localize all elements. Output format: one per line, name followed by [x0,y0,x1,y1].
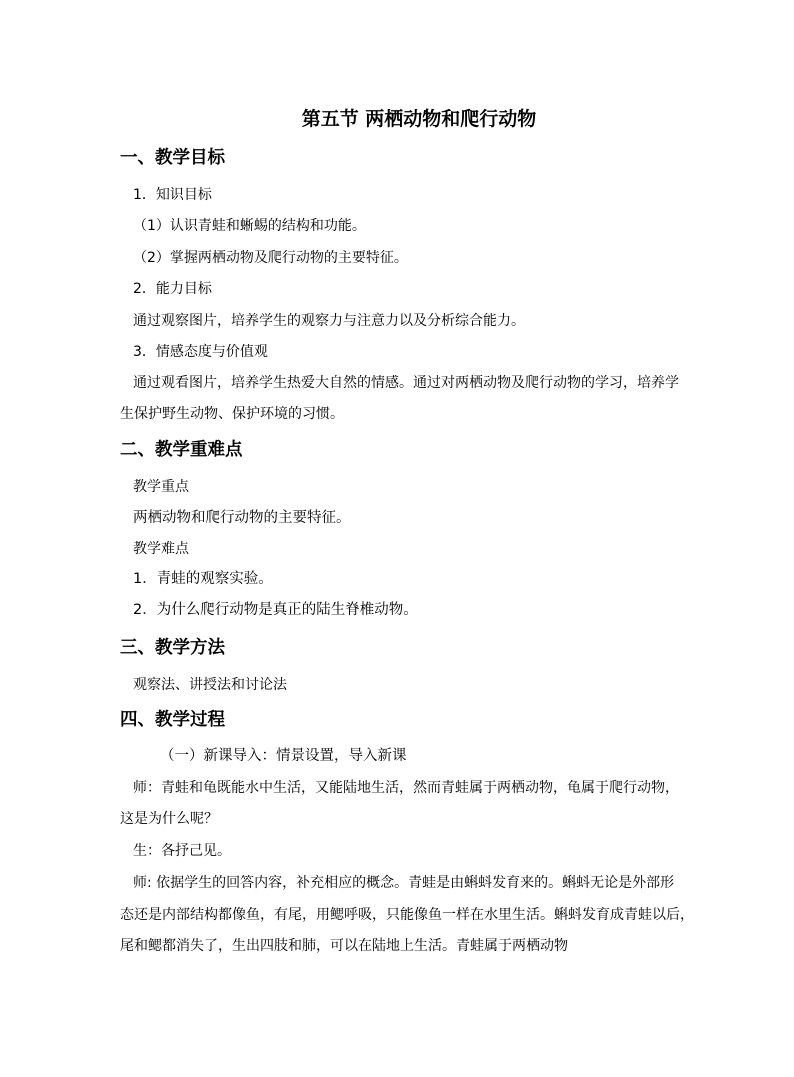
text-line: 1．知识目标 [133,187,212,203]
section-heading-key-points: 二、教学重难点 [120,440,243,460]
text-line: （1）认识青蛙和蜥蜴的结构和功能。 [133,218,366,234]
text-line: 2．能力目标 [133,281,212,297]
text-line: （一）新课导入：情景设置，导入新课 [160,748,407,764]
section-heading-process: 四、教学过程 [120,710,225,730]
text-line: 教学难点 [133,541,189,557]
text-line: 教学重点 [133,479,189,495]
text-line: 通过观看图片，培养学生热爱大自然的情感。通过对两栖动物及爬行动物的学习，培养学 [133,375,679,391]
text-line: 1．青蛙的观察实验。 [133,571,273,587]
text-line: 态还是内部结构都像鱼，有尾，用鳃呼吸，只能像鱼一样在水里生活。蝌蚪发育成青蛙以后， [120,907,694,923]
text-line: 生：各抒己见。 [133,843,231,859]
text-line: 3．情感态度与价值观 [133,344,268,360]
text-line: 观察法、讲授法和讨论法 [133,677,287,693]
text-line: 2．为什么爬行动物是真正的陆生脊椎动物。 [133,602,418,618]
text-line: 两栖动物和爬行动物的主要特征。 [133,510,351,526]
document-title: 第五节 两栖动物和爬行动物 [301,108,537,130]
text-line: 师: 依据学生的回答内容，补充相应的概念。青蛙是由蝌蚪发育来的。蝌蚪无论是外部形 [133,875,675,891]
text-line: 师：青蛙和龟既能水中生活，又能陆地生活，然而青蛙属于两栖动物，龟属于爬行动物， [133,780,679,796]
text-line: 通过观察图片，培养学生的观察力与注意力以及分析综合能力。 [133,313,525,329]
text-line: 尾和鳃都消失了，生出四肢和肺，可以在陆地上生活。青蛙属于两栖动物 [120,938,568,954]
section-heading-methods: 三、教学方法 [120,638,225,658]
section-heading-objectives: 一、教学目标 [120,148,225,168]
text-line: （2）掌握两栖动物及爬行动物的主要特征。 [133,250,408,266]
text-line: 生保护野生动物、保护环境的习惯。 [120,406,344,422]
text-line: 这是为什么呢？ [120,811,218,827]
